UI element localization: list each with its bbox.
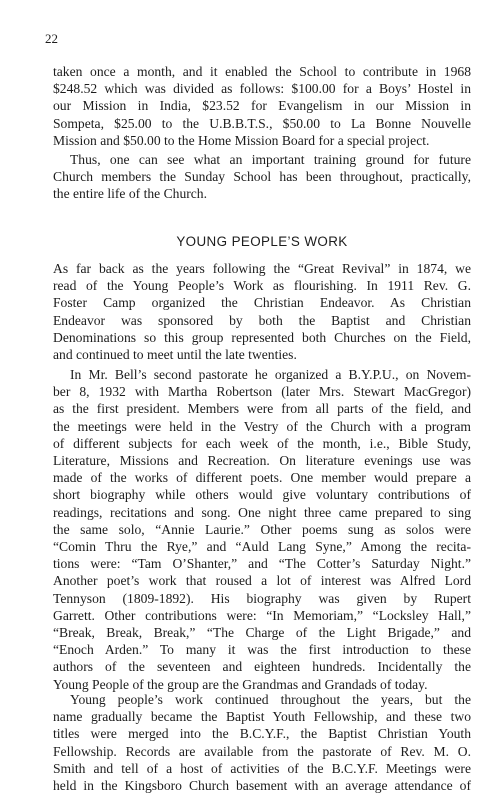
text-line: held in the Kingsboro Church basement with an average attendance of [53, 778, 471, 794]
text-line: Another poet’s work that roused a lot of interest was Alfred Lord [53, 573, 471, 589]
text-line: Endeavor was sponsored by both the Baptist and Christian [53, 312, 471, 328]
text-line: name gradually became the Baptist Youth Fellowship, and these two [53, 709, 471, 725]
text-line: As far back as the years following the “Great Revival” in 1874, we [53, 261, 471, 276]
text-line: Mission and $50.00 to the Home Mission Board for a special project. [53, 132, 430, 148]
text-line: Smith and tell of a host of activities of the B.C.Y.F. Meetings were [53, 760, 471, 776]
text-line: our Mission in India, $23.52 for Evangelism in our Mission in [53, 98, 471, 114]
text-line: readings, recitations and song. One night three came prepared to sing [53, 504, 471, 520]
text-line: as the first president. Members were from all parts of the field, and [53, 401, 471, 417]
text-line: Young people’s work continued throughout the years, but the [70, 692, 471, 707]
paragraph-training-ground [53, 151, 471, 203]
text-line: the entire life of the Church. [53, 186, 208, 202]
text-line: read of the Young People’s Work as flourishing. In 1911 Rev. G. [53, 278, 471, 294]
text-line: Literature, Missions and Recreation. On literature evenings use was [53, 453, 471, 469]
text-line: “Break, Break, Break,” “The Charge of the Light Brigade,” and [53, 625, 471, 641]
text-line: the meetings were held in the Vestry of the Church with a program [53, 418, 471, 434]
text-line: $248.52 which was divided as follows: $100.00 for a Boys’ Hostel in [53, 81, 471, 97]
text-line: Foster Camp organized the Christian Endeavor. As Christian [53, 295, 471, 311]
text-line: the same solo, “Annie Laurie.” Other poems sung as solos were [53, 521, 471, 537]
text-line: Thus, one can see what an important training ground for future [70, 152, 471, 167]
text-line: “Comin Thru the Rye,” and “Auld Lang Syne,” Among the recita- [53, 539, 471, 555]
text-line: Fellowship. Records are available from the pastorate of Rev. M. O. [53, 743, 471, 759]
page-number: 22 [45, 31, 58, 46]
text-line: Denominations so this group represented both Churches on the Field, [53, 329, 471, 345]
text-line: authors of the seventeen and eighteen hundreds. Incidentally the [53, 659, 471, 675]
text-line: Sompeta, $25.00 to the U.B.B.T.S., $50.00 to La Bonne Nouvelle [53, 115, 471, 131]
text-line: ber 8, 1932 with Martha Robertson (later Mrs. Stewart MacGregor) [53, 384, 471, 400]
paragraph-christian-endeavor [53, 260, 471, 363]
text-line: Garrett. Other contributions were: “In Memoriam,” “Locksley Hall,” [53, 607, 471, 623]
text-line: Young People of the group are the Grandmas and Grandads of today. [53, 676, 428, 692]
text-line: and continued to meet until the late twenties. [53, 347, 297, 363]
paragraph-youth-fellowship [53, 691, 471, 794]
paragraph-bypu [53, 366, 471, 693]
text-line: tions were: “Tam O’Shanter,” and “The Cotter’s Saturday Night.” [53, 556, 471, 572]
text-line: short biography while others would give voluntary contributions of [53, 487, 471, 503]
text-line: In Mr. Bell’s second pastorate he organized a B.Y.P.U., on Novem- [70, 367, 471, 382]
text-line: Church members the Sunday School has been throughout, practically, [53, 169, 471, 185]
text-line: titles were merged into the B.C.Y.F., the Baptist Christian Youth [53, 726, 471, 742]
text-line: made of the works of different poets. One member would prepare a [53, 470, 471, 486]
section-heading: YOUNG PEOPLE’S WORK [176, 234, 348, 249]
text-line: of different subjects for each week of the month, i.e., Bible Study, [53, 435, 471, 451]
paragraph-sunday-school-contributions [53, 63, 471, 149]
text-line: taken once a month, and it enabled the School to contribute in 1968 [53, 64, 471, 79]
text-line: Tennyson (1809-1892). His biography was given by Rupert [53, 590, 471, 606]
text-line: “Enoch Arden.” To many it was the first introduction to these [53, 642, 471, 658]
